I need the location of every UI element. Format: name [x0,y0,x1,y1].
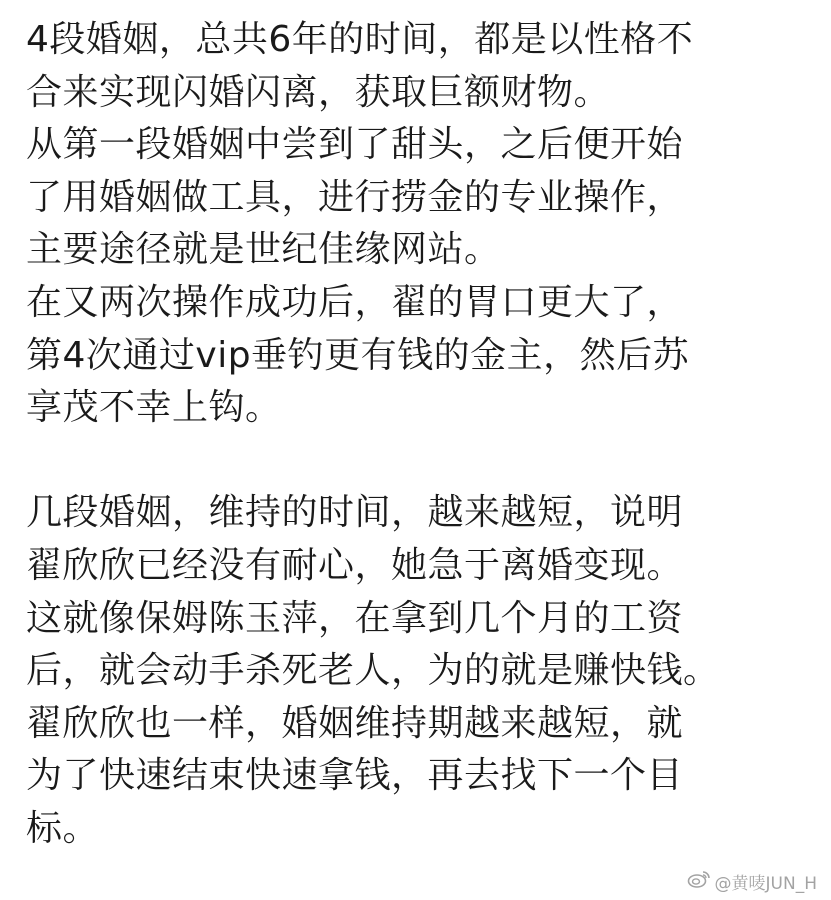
text-line: 几段婚姻，维持的时间，越来越短，说明 [26,492,684,534]
text-line: 4段婚姻，总共6年的时间，都是以性格不 [26,19,694,60]
text-line: 主要途径就是世纪佳缘网站。 [26,229,501,271]
text-line: 后，就会动手杀死老人，为的就是赚快钱。 [26,650,720,692]
text-line: 为了快速结束快速拿钱，再去找下一个目 [26,755,684,797]
text-line: 合来实现闪婚闪离，获取巨额财物。 [26,71,611,113]
text-line: 享茂不幸上钩。 [26,387,282,429]
text-line: 标。 [26,807,100,849]
text-line: 翟欣欣也一样，婚姻维持期越来越短，就 [26,702,684,744]
paragraph-gap [26,435,826,488]
text-line: 这就像保姆陈玉萍，在拿到几个月的工资 [26,597,684,639]
text-line: 了用婚姻做工具，进行捞金的专业操作， [26,176,684,218]
text-line: 翟欣欣已经没有耐心，她急于离婚变现。 [26,544,684,586]
text-line: 第4次通过vip垂钓更有钱的金主，然后苏 [26,334,690,376]
text-line: 从第一段婚姻中尝到了甜头，之后便开始 [26,124,684,166]
watermark [687,869,817,894]
post-text [26,14,826,856]
weibo-icon [687,869,711,894]
text-line: 在又两次操作成功后，翟的胃口更大了， [26,281,684,323]
watermark-text: @黄唛JUN_H [714,874,817,894]
